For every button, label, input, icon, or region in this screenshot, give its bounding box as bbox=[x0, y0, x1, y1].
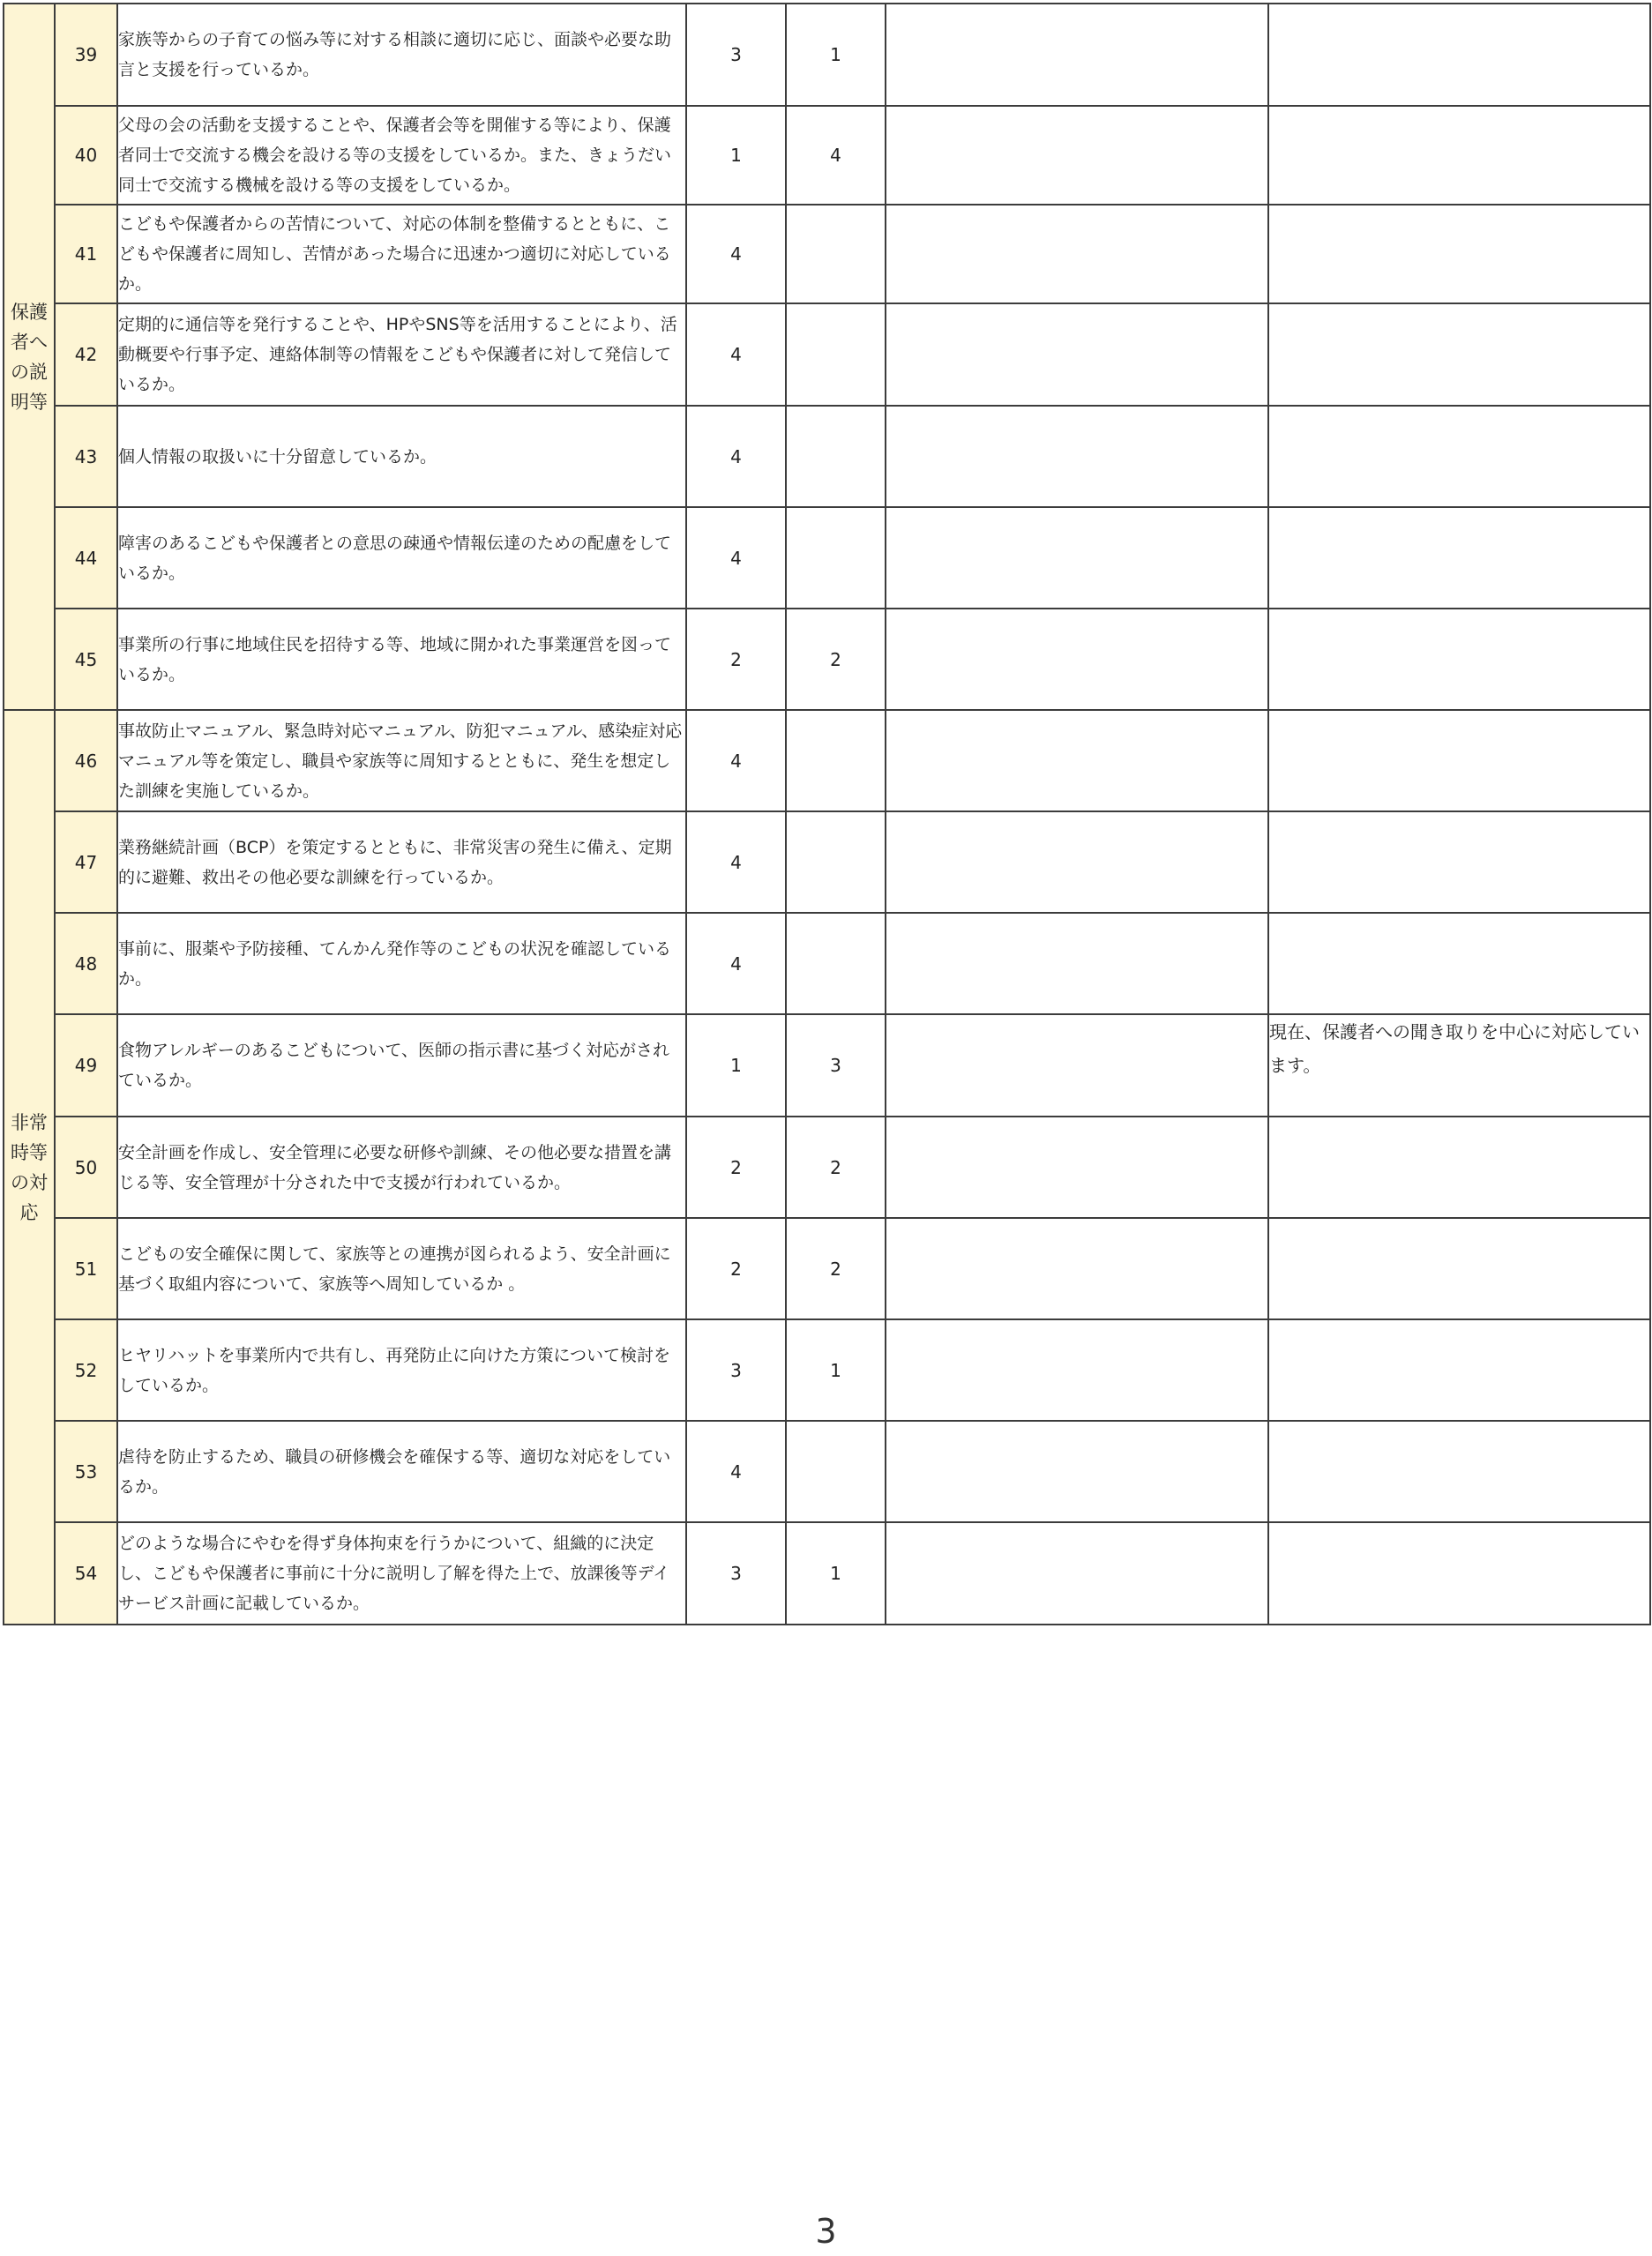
note-cell bbox=[1268, 710, 1650, 811]
item-number: 46 bbox=[55, 710, 117, 811]
count-yes: 4 bbox=[686, 406, 786, 507]
note-cell: 現在、保護者への聞き取りを中心に対応しています。 bbox=[1268, 1014, 1650, 1117]
table-row bbox=[4, 507, 1650, 609]
question-text: どのような場合にやむを得ず身体拘束を行うかについて、組織的に決定し、こどもや保護者に事前に十分に説明し了解を得た上で、放課後等デイサービス計画に記載しているか。 bbox=[117, 1522, 686, 1625]
note-cell bbox=[1268, 609, 1650, 710]
note-cell bbox=[1268, 1319, 1650, 1421]
count-no: 3 bbox=[786, 1014, 886, 1117]
unknown-column bbox=[886, 303, 1268, 406]
item-number: 54 bbox=[55, 1522, 117, 1625]
question-text: 虐待を防止するため、職員の研修機会を確保する等、適切な対応をしているか。 bbox=[117, 1421, 686, 1522]
category-label-line: の説 bbox=[11, 361, 48, 383]
count-no bbox=[786, 507, 886, 609]
category-label-line: 時等 bbox=[11, 1141, 48, 1163]
note-cell bbox=[1268, 303, 1650, 406]
table-row bbox=[4, 106, 1650, 205]
count-no bbox=[786, 811, 886, 913]
question-text: こどもや保護者からの苦情について、対応の体制を整備するとともに、こどもや保護者に周知し、苦情があった場合に迅速かつ適切に対応しているか。 bbox=[117, 205, 686, 303]
question-text: ヒヤリハットを事業所内で共有し、再発防止に向けた方策について検討をしているか。 bbox=[117, 1319, 686, 1421]
category-label-line: 者へ bbox=[11, 331, 48, 353]
count-no: 2 bbox=[786, 609, 886, 710]
count-no: 1 bbox=[786, 1522, 886, 1625]
category-label-line: 応 bbox=[19, 1201, 39, 1223]
count-yes: 4 bbox=[686, 913, 786, 1014]
table-row bbox=[4, 205, 1650, 303]
question-text: 事故防止マニュアル、緊急時対応マニュアル、防犯マニュアル、感染症対応マニュアル等を策定し、職員や家族等に周知するとともに、発生を想定した訓練を実施しているか。 bbox=[117, 710, 686, 811]
table-row bbox=[4, 1014, 1650, 1117]
count-yes: 4 bbox=[686, 507, 786, 609]
unknown-column bbox=[886, 106, 1268, 205]
table-row bbox=[4, 609, 1650, 710]
count-yes: 4 bbox=[686, 303, 786, 406]
count-yes: 1 bbox=[686, 1014, 786, 1117]
item-number: 48 bbox=[55, 913, 117, 1014]
note-cell bbox=[1268, 811, 1650, 913]
table-row bbox=[4, 811, 1650, 913]
count-no: 1 bbox=[786, 4, 886, 106]
unknown-column bbox=[886, 1319, 1268, 1421]
count-yes: 2 bbox=[686, 1117, 786, 1218]
note-cell bbox=[1268, 4, 1650, 106]
count-yes: 3 bbox=[686, 4, 786, 106]
question-text: 事業所の行事に地域住民を招待する等、地域に開かれた事業運営を図っているか。 bbox=[117, 609, 686, 710]
item-number: 42 bbox=[55, 303, 117, 406]
question-text: 家族等からの子育ての悩み等に対する相談に適切に応じ、面談や必要な助言と支援を行っているか。 bbox=[117, 4, 686, 106]
unknown-column bbox=[886, 205, 1268, 303]
table-row bbox=[4, 303, 1650, 406]
table-row bbox=[4, 1319, 1650, 1421]
count-no bbox=[786, 205, 886, 303]
count-no bbox=[786, 303, 886, 406]
unknown-column bbox=[886, 507, 1268, 609]
note-cell bbox=[1268, 106, 1650, 205]
table-row bbox=[4, 913, 1650, 1014]
count-yes: 3 bbox=[686, 1319, 786, 1421]
note-cell bbox=[1268, 1218, 1650, 1319]
category-cell bbox=[4, 710, 55, 1625]
unknown-column bbox=[886, 609, 1268, 710]
item-number: 45 bbox=[55, 609, 117, 710]
category-label-line: 非常 bbox=[11, 1111, 48, 1133]
note-cell bbox=[1268, 1117, 1650, 1218]
note-cell bbox=[1268, 406, 1650, 507]
table-row bbox=[4, 1421, 1650, 1522]
item-number: 50 bbox=[55, 1117, 117, 1218]
unknown-column bbox=[886, 1522, 1268, 1625]
unknown-column bbox=[886, 1117, 1268, 1218]
category-label-line: の対 bbox=[11, 1171, 48, 1193]
category-cell bbox=[4, 4, 55, 710]
item-number: 53 bbox=[55, 1421, 117, 1522]
count-yes: 2 bbox=[686, 1218, 786, 1319]
count-yes: 4 bbox=[686, 811, 786, 913]
table-row bbox=[4, 4, 1650, 106]
item-number: 40 bbox=[55, 106, 117, 205]
unknown-column bbox=[886, 1421, 1268, 1522]
question-text: 事前に、服薬や予防接種、てんかん発作等のこどもの状況を確認しているか。 bbox=[117, 913, 686, 1014]
question-text: 障害のあるこどもや保護者との意思の疎通や情報伝達のための配慮をしているか。 bbox=[117, 507, 686, 609]
unknown-column bbox=[886, 1014, 1268, 1117]
item-number: 51 bbox=[55, 1218, 117, 1319]
item-number: 39 bbox=[55, 4, 117, 106]
note-cell bbox=[1268, 913, 1650, 1014]
evaluation-table bbox=[3, 3, 1651, 1625]
note-cell bbox=[1268, 507, 1650, 609]
count-yes: 4 bbox=[686, 710, 786, 811]
table-row bbox=[4, 1218, 1650, 1319]
question-text: 安全計画を作成し、安全管理に必要な研修や訓練、その他必要な措置を講じる等、安全管理が十分された中で支援が行われているか。 bbox=[117, 1117, 686, 1218]
count-yes: 3 bbox=[686, 1522, 786, 1625]
item-number: 44 bbox=[55, 507, 117, 609]
note-cell bbox=[1268, 1421, 1650, 1522]
question-text: こどもの安全確保に関して、家族等との連携が図られるよう、安全計画に基づく取組内容について、家族等へ周知しているか 。 bbox=[117, 1218, 686, 1319]
page-number: 3 bbox=[815, 2212, 837, 2251]
item-number: 43 bbox=[55, 406, 117, 507]
unknown-column bbox=[886, 4, 1268, 106]
question-text: 個人情報の取扱いに十分留意しているか。 bbox=[117, 406, 686, 507]
question-text: 定期的に通信等を発行することや、HPやSNS等を活用することにより、活動概要や行事予定、連絡体制等の情報をこどもや保護者に対して発信しているか。 bbox=[117, 303, 686, 406]
question-text: 父母の会の活動を支援することや、保護者会等を開催する等により、保護者同士で交流する機会を設ける等の支援をしているか。また、きょうだい同士で交流する機械を設ける等の支援をしているか。 bbox=[117, 106, 686, 205]
item-number: 49 bbox=[55, 1014, 117, 1117]
category-label-line: 明等 bbox=[11, 391, 48, 413]
count-yes: 1 bbox=[686, 106, 786, 205]
note-cell bbox=[1268, 205, 1650, 303]
count-no: 2 bbox=[786, 1117, 886, 1218]
table-row bbox=[4, 406, 1650, 507]
unknown-column bbox=[886, 913, 1268, 1014]
item-number: 41 bbox=[55, 205, 117, 303]
item-number: 52 bbox=[55, 1319, 117, 1421]
category-label-line: 保護 bbox=[11, 301, 48, 323]
question-text: 業務継続計画（BCP）を策定するとともに、非常災害の発生に備え、定期的に避難、救出その他必要な訓練を行っているか。 bbox=[117, 811, 686, 913]
count-no: 2 bbox=[786, 1218, 886, 1319]
unknown-column bbox=[886, 710, 1268, 811]
table-row bbox=[4, 710, 1650, 811]
table-row bbox=[4, 1522, 1650, 1625]
count-no bbox=[786, 913, 886, 1014]
count-yes: 4 bbox=[686, 1421, 786, 1522]
unknown-column bbox=[886, 811, 1268, 913]
count-no: 4 bbox=[786, 106, 886, 205]
count-yes: 2 bbox=[686, 609, 786, 710]
count-no: 1 bbox=[786, 1319, 886, 1421]
note-cell bbox=[1268, 1522, 1650, 1625]
count-no bbox=[786, 710, 886, 811]
table-row bbox=[4, 1117, 1650, 1218]
count-yes: 4 bbox=[686, 205, 786, 303]
count-no bbox=[786, 406, 886, 507]
unknown-column bbox=[886, 1218, 1268, 1319]
question-text: 食物アレルギーのあるこどもについて、医師の指示書に基づく対応がされているか。 bbox=[117, 1014, 686, 1117]
count-no bbox=[786, 1421, 886, 1522]
unknown-column bbox=[886, 406, 1268, 507]
item-number: 47 bbox=[55, 811, 117, 913]
